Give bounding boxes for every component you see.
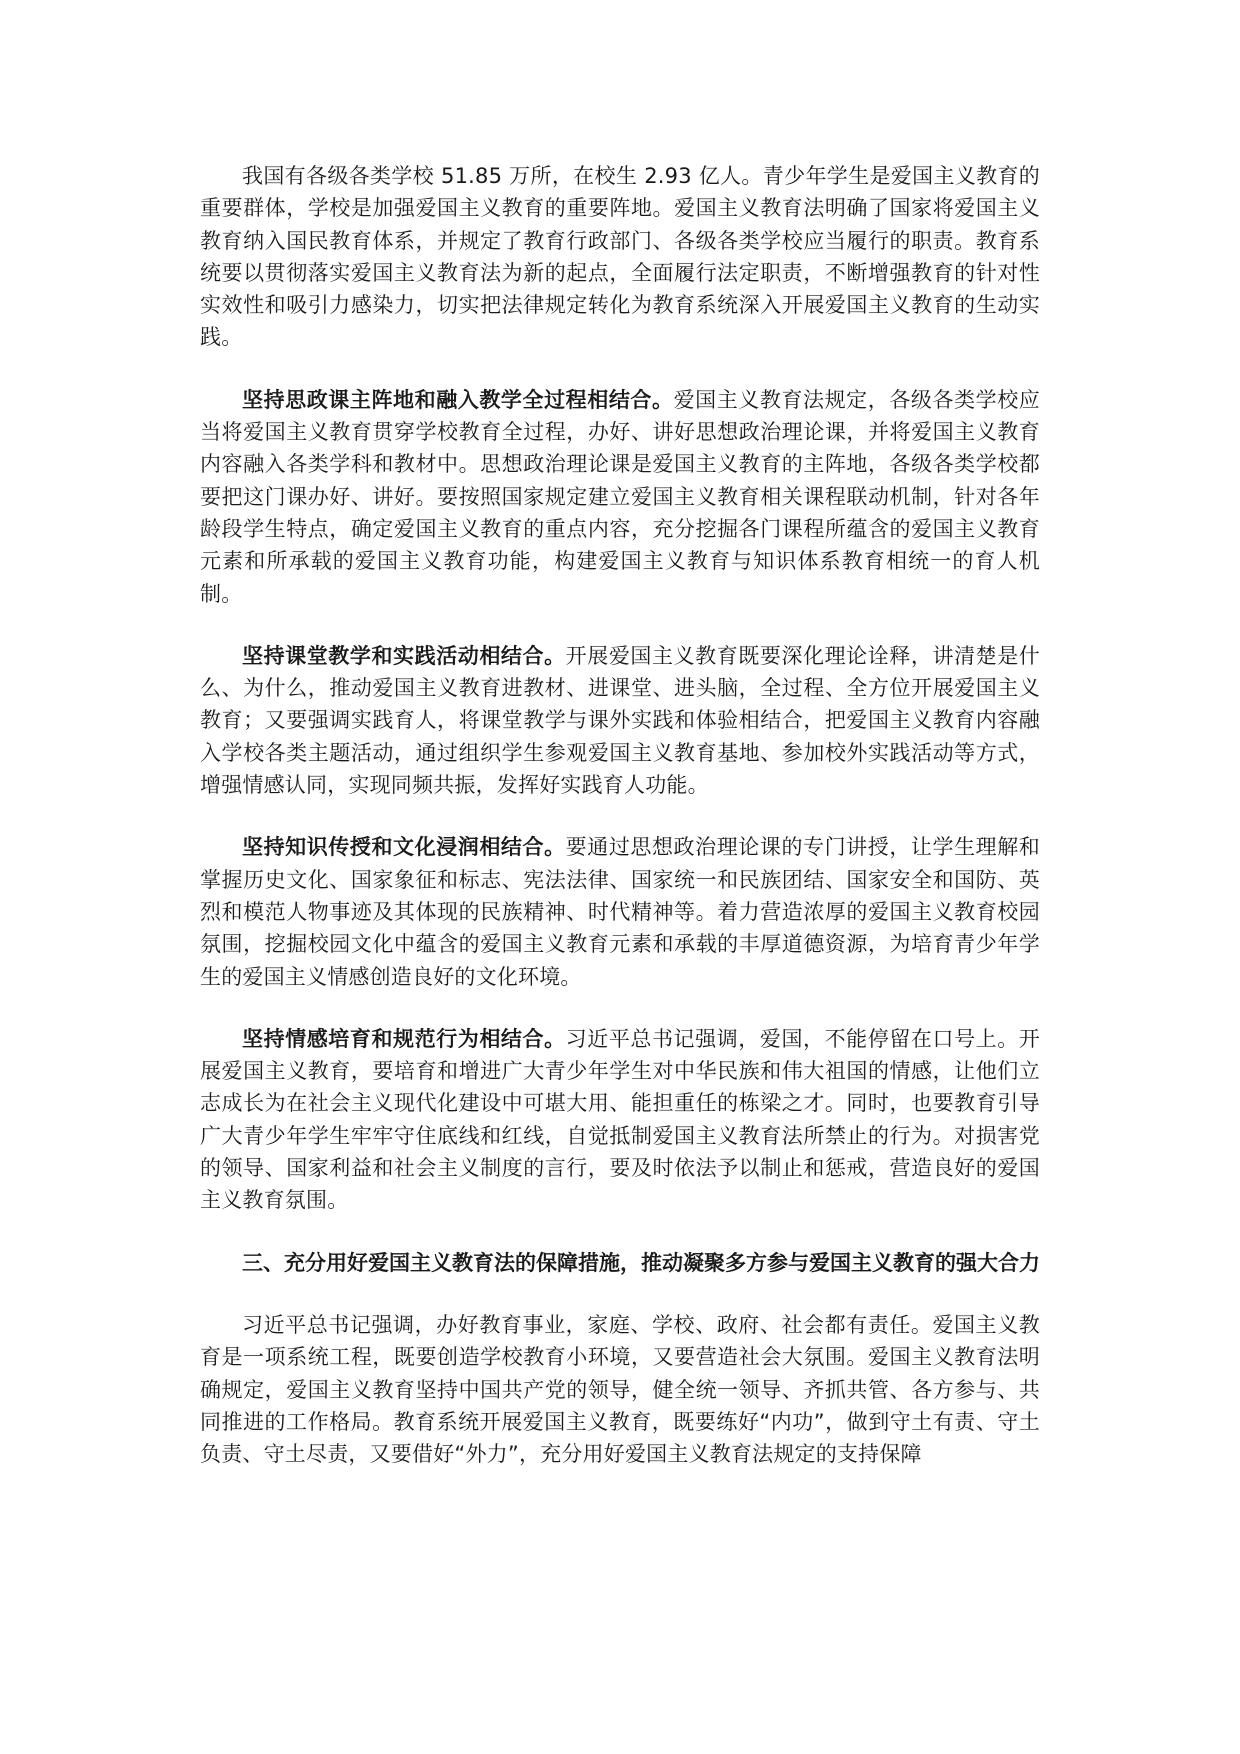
paragraph-lead: 坚持思政课主阵地和融入教学全过程相结合。: [242, 387, 674, 412]
paragraph-gap: [200, 1279, 1040, 1309]
paragraph-gap: [200, 801, 1040, 831]
paragraph-gap: [200, 993, 1040, 1023]
paragraph-final: [200, 1309, 1040, 1470]
paragraph-gap: [200, 354, 1040, 384]
paragraph-gap: [200, 1217, 1040, 1247]
paragraph-intro: [200, 160, 1040, 354]
paragraph-text: 习近平总书记强调，爱国，不能停留在口号上。开展爱国主义教育，要培育和增进广大青少年学生对中华民族和伟大祖国的情感，让他们立志成长为在社会主义现代化建设中可堪大用、能担重任的栋梁之才。同时，也要教育引导广大青少年学生牢牢守住底线和红线，自觉抵制爱国主义教育法所禁止的行为。对损害党的领导、国家利益和社会主义制度的言行，要及时依法予以制止和惩戒，营造良好的爱国主义教育氛围。: [200, 1026, 1040, 1213]
paragraph-emotion-behavior: [200, 1023, 1040, 1217]
paragraph-text: 开展爱国主义教育既要深化理论诠释，讲清楚是什么、为什么，推动爱国主义教育进教材、进课堂、进头脑，全过程、全方位开展爱国主义教育；又要强调实践育人，将课堂教学与课外实践和体验相结合，把爱国主义教育内容融入学校各类主题活动，通过组织学生参观爱国主义教育基地、参加校外实践活动等方式，增强情感认同，实现同频共振，发挥好实践育人功能。: [200, 643, 1040, 798]
paragraph-lead: 坚持知识传授和文化浸润相结合。: [242, 835, 566, 860]
paragraph-ideological-course: [200, 384, 1040, 610]
paragraph-text: 我国有各级各类学校 51.85 万所，在校生 2.93 亿人。青少年学生是爱国主义教育的重要群体，学校是加强爱国主义教育的重要阵地。爱国主义教育法明确了国家将爱国主义教育纳入国民教育体系，并规定了教育行政部门、各级各类学校应当履行的职责。教育系统要以贯彻落实爱国主义教育法为新的起点，全面履行法定职责，不断增强教育的针对性实效性和吸引力感染力，切实把法律规定转化为教育系统深入开展爱国主义教育的生动实践。: [200, 164, 1040, 350]
paragraph-gap: [200, 610, 1040, 640]
section-heading: 三、充分用好爱国主义教育法的保障措施，推动凝聚多方参与爱国主义教育的强大合力: [242, 1250, 1040, 1275]
paragraph-lead: 坚持情感培育和规范行为相结合。: [242, 1026, 566, 1051]
paragraph-text: 要通过思想政治理论课的专门讲授，让学生理解和掌握历史文化、国家象征和标志、宪法法律、国家统一和民族团结、国家安全和国防、英烈和模范人物事迹及其体现的民族精神、时代精神等。着力营造浓厚的爱国主义教育校园氛围，挖掘校园文化中蕴含的爱国主义教育元素和承载的丰厚道德资源，为培育青少年学生的爱国主义情感创造良好的文化环境。: [200, 835, 1040, 989]
paragraph-text: 习近平总书记强调，办好教育事业，家庭、学校、政府、社会都有责任。爱国主义教育是一项系统工程，既要创造学校教育小环境，又要营造社会大氛围。爱国主义教育法明确规定，爱国主义教育坚持中国共产党的领导，健全统一领导、齐抓共管、各方参与、共同推进的工作格局。教育系统开展爱国主义教育，既要练好“内功”，做到守土有责、守土负责、守土尽责，又要借好“外力”，充分用好爱国主义教育法规定的支持保障: [200, 1312, 1040, 1467]
document-body: [200, 160, 1040, 1470]
paragraph-knowledge-culture: [200, 831, 1040, 992]
paragraph-lead: 坚持课堂教学和实践活动相结合。: [242, 643, 566, 668]
paragraph-text: 爱国主义教育法规定，各级各类学校应当将爱国主义教育贯穿学校教育全过程，办好、讲好思想政治理论课，并将爱国主义教育内容融入各类学科和教材中。思想政治理论课是爱国主义教育的主阵地，各级各类学校都要把这门课办好、讲好。要按照国家规定建立爱国主义教育相关课程联动机制，针对各年龄段学生特点，确定爱国主义教育的重点内容，充分挖掘各门课程所蕴含的爱国主义教育元素和所承载的爱国主义教育功能，构建爱国主义教育与知识体系教育相统一的育人机制。: [200, 387, 1041, 606]
paragraph-classroom-practice: [200, 640, 1040, 801]
